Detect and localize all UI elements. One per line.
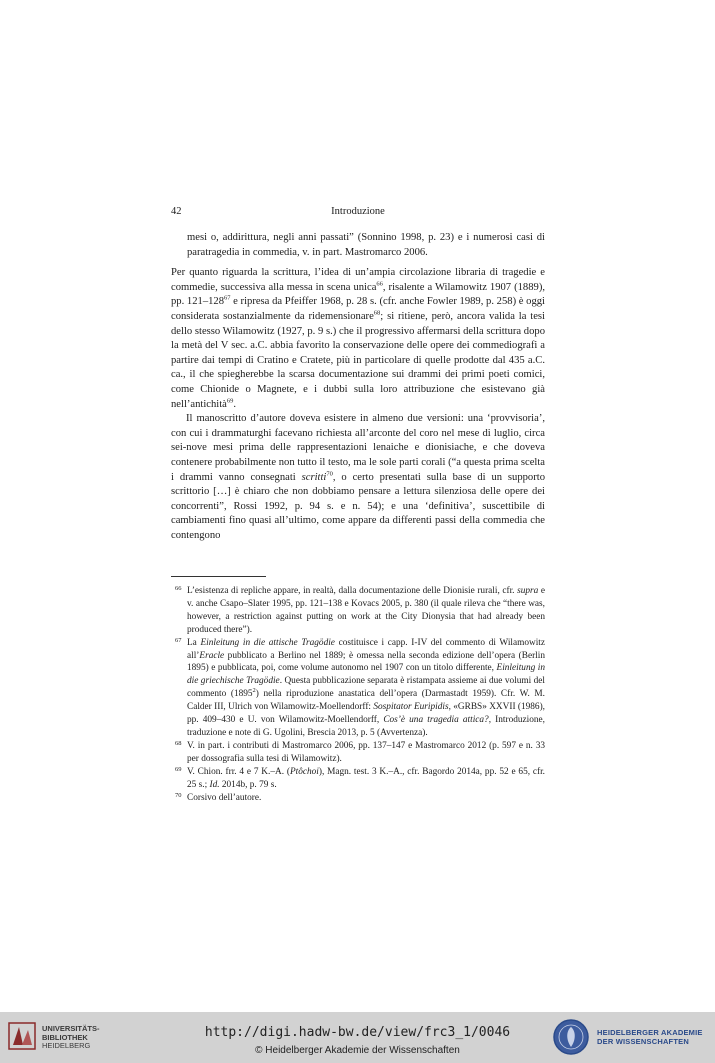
footnote-ref: 69 bbox=[226, 397, 234, 404]
footnote-70: 70 Corsivo dell’autore. bbox=[175, 791, 262, 803]
footnote-number: 66 bbox=[175, 585, 182, 592]
footnote-separator bbox=[171, 576, 266, 577]
footnote-68: 68 V. in part. i contributi di Mastromarco 2006, pp. 137–147 e Mastromarco 2012 (p. 597 e n. 33 per dossografia sulla tesi di Wilamowitz). bbox=[175, 739, 545, 764]
page-number: 42 bbox=[171, 206, 182, 217]
footnote-67: 67 La Einleitung in die attische Tragödie costituisce i capp. I-IV del commento di Wilamowitz all’Eracle pubblicato a Berlino nel 1889; è omessa nella seconda edizione dell’opera (Berlin 1895) e pubblicata, poi, come volume autonomo nel 1907 con un titolo differente, Einleitung in die griechische Tragödie. Questa pubblicazione separata è ristampata assieme ai due volumi del commento (1895$^2$) nella riproduzione anastatica dell’opera (Darmastadt 1959). Cfr. W. M. Calder III, Ulrich von Wilamowitz-Moellendorff: Sospitator Euripidis, «GRBS» XXVII (1986), pp. 409–430 e U. von Wilamowitz-Moellendorff, Cos’è una tragedia attica?, Introduzione, traduzione e note di G. Ugolini, Brescia 2013, p. 5 (Avvertenza). bbox=[175, 636, 546, 738]
paragraph-writing: Per quanto riguarda la scrittura, l’idea di un’ampia circolazione libraria di tragedie e commedie, successiva alla messa in scena unica$^{66}$, risalente a Wilamowitz 1907 (1889), pp. $121-128^{67}$ e ripresa da Pfeiffer 1968, p. 28 s. (cfr. anche Fowler 1989, p. 258) è oggi considerata sostanzialmente da ridemensionare$^{68}$; si ritiene, però, ancora valida la tesi dello stesso Wilamowitz (1927, p. 9 s.) che il progressivo affermarsi della scrittura dopo la metà del V sec. a.C. abbia favorito la conservazione delle opere dei commediografi a partire dai tempi di Cratino e Cratete, più in particolare di quelle prodotte dal 435 a.C. ca., il che spiegherebbe la scarsa documentazione sui drammi dei primi poeti comici, come Chionide o Magnete, e i dubbi sulla loro attribuzione che esistevano già nell’antichità$^{69}$. bbox=[171, 267, 546, 410]
academy-seal-icon bbox=[552, 1018, 590, 1056]
copyright-notice: © Heidelberger Akademie der Wissenschaften bbox=[255, 1045, 460, 1056]
footnote-ref: 66 bbox=[376, 280, 383, 288]
footnote-number: 67 bbox=[175, 636, 182, 644]
footnote-ref: 70 bbox=[326, 469, 333, 477]
footnote-number: 69 bbox=[175, 765, 182, 773]
paragraph-manuscript: Il manoscritto d’autore doveva esistere in almeno due versioni: una ‘provvisoria’, con cui i drammaturghi facevano richiesta all’arconte del coro nel mese di luglio, circa sei-nove mesi prima delle rappresentazioni lenaiche e dionisiache, e che doveva contenere probabilmente non tutto il testo, ma le sole parti corali (“a questa prima scelta i drammi vanno consegnati scritti$^{70}$, o certo presentati sulla base di un supporto scrittorio […] è chiaro che non dobbiamo pensare a lettura silenziosa delle opere dei concorrenti”, Rossi 1992, p. 94 s. e n. 54); e una ‘definitiva’, suscettibile di cambiamenti fino quasi all’ultimo, come appare da differenti passi della commedia che contengono bbox=[171, 413, 545, 541]
footnote-69: 69 V. Chion. frr. 4 e 7 K.–A. (Ptôchoi), Magn. test. 3 K.–A., cfr. Bagordo 2014a, pp. 52 e 65, cfr. 25 s.; Id. 2014b, p. 79 s. bbox=[175, 765, 545, 790]
footnote-66: 66 L’esistenza di repliche appare, in realtà, dalla documentazione delle Dionisie rurali, cfr. supra e v. anche Csapo–Slater 1995, pp. 121–138 e Kovacs 2005, p. 380 (il quale rileva che “there was, however, a restriction against putting on work at the City Dionysia that had already been produced there”). bbox=[175, 585, 545, 635]
university-library-name: UNIVERSITÄTS- BIBLIOTHEK HEIDELBERG bbox=[42, 1024, 100, 1050]
footnote-number: 70 bbox=[175, 791, 182, 799]
footnote-ref: 67 bbox=[224, 294, 231, 302]
permalink-url[interactable]: http://digi.hadw-bw.de/view/frc3_1/0046 bbox=[204, 1025, 511, 1040]
academy-name: HEIDELBERGER AKADEMIE DER WISSENSCHAFTEN bbox=[597, 1028, 703, 1046]
viewer-footer-bar bbox=[0, 1012, 715, 1063]
running-head bbox=[171, 204, 545, 220]
running-head-title: Introduzione bbox=[331, 206, 385, 217]
footnote-number: 68 bbox=[175, 739, 182, 747]
continued-quote-paragraph: mesi o, addirittura, negli anni passati” (Sonnino 1998, p. 23) e i numerosi casi di paratragedia in commedia, v. in part. Mastromarco 2006. bbox=[187, 232, 545, 258]
footnotes bbox=[171, 585, 545, 804]
footnote-ref: 68 bbox=[373, 309, 381, 317]
main-text bbox=[171, 231, 545, 543]
